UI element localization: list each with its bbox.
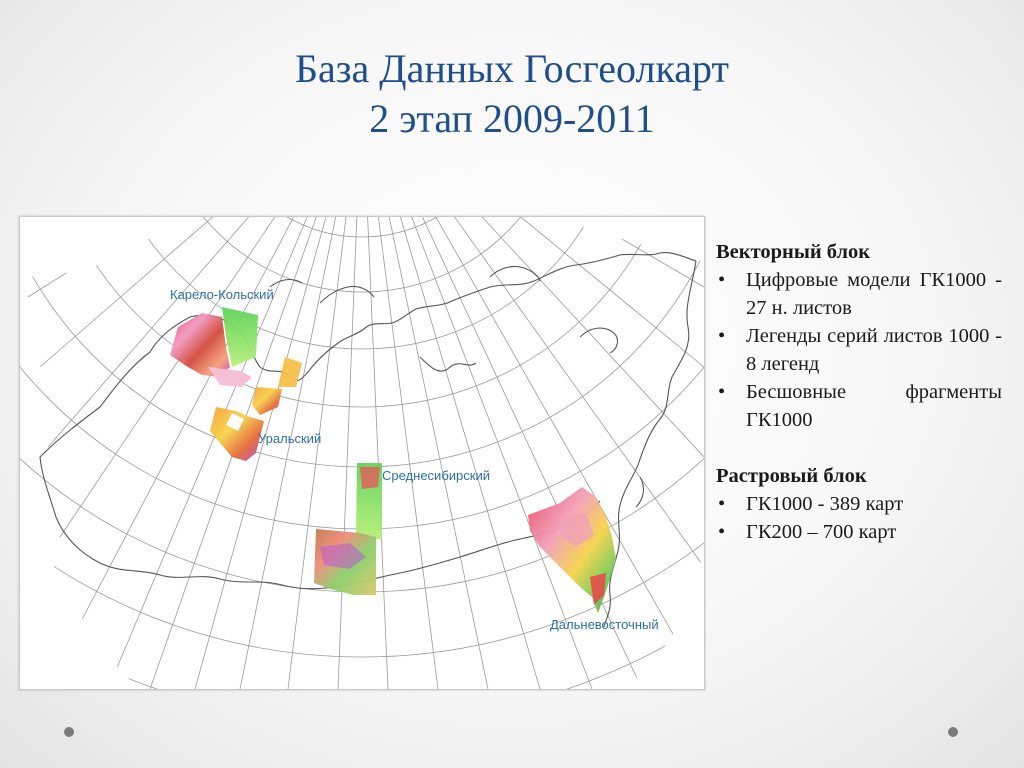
vector-item bbox=[716, 322, 1002, 378]
vector-item-text: Легенды серий листов 1000 - 8 легенд bbox=[746, 325, 1002, 375]
vector-item bbox=[716, 266, 1002, 322]
title-line-1: База Данных Госгеолкарт bbox=[295, 46, 729, 91]
vector-item-text: Цифровые модели ГК1000 - 27 н. листов bbox=[746, 269, 1002, 319]
bullet: • bbox=[718, 493, 726, 515]
decorative-dot-right bbox=[948, 727, 958, 737]
label-srednesibirsky: Среднесибирский bbox=[382, 468, 490, 483]
decorative-dot-left bbox=[64, 727, 74, 737]
info-panel bbox=[716, 238, 1002, 546]
bullet: • bbox=[718, 381, 726, 403]
karelo-kolsky-region bbox=[170, 307, 258, 387]
title-line-2: 2 этап 2009-2011 bbox=[369, 96, 655, 141]
raster-block-list bbox=[716, 490, 1002, 546]
label-karelo-kolsky: Карело-Кольский bbox=[170, 287, 274, 302]
vector-item bbox=[716, 378, 1002, 434]
vector-block-heading: Векторный блок bbox=[716, 241, 871, 263]
bullet: • bbox=[718, 269, 726, 291]
raster-item bbox=[716, 518, 1002, 546]
label-dalnevostochny: Дальневосточный bbox=[550, 617, 659, 632]
raster-block-heading: Растровый блок bbox=[716, 465, 867, 487]
bullet: • bbox=[718, 325, 726, 347]
raster-item bbox=[716, 490, 1002, 518]
dalnevostochny-region bbox=[528, 487, 616, 613]
vector-block-list bbox=[716, 266, 1002, 434]
russia-map bbox=[19, 216, 705, 690]
raster-item-text: ГК1000 - 389 карт bbox=[746, 493, 904, 515]
slide-title bbox=[0, 44, 1024, 144]
bullet: • bbox=[718, 521, 726, 543]
label-uralsky: Уральский bbox=[258, 431, 322, 446]
vector-item-text: Бесшовные фрагменты ГК1000 bbox=[746, 381, 1002, 431]
raster-item-text: ГК200 – 700 карт bbox=[746, 521, 897, 543]
